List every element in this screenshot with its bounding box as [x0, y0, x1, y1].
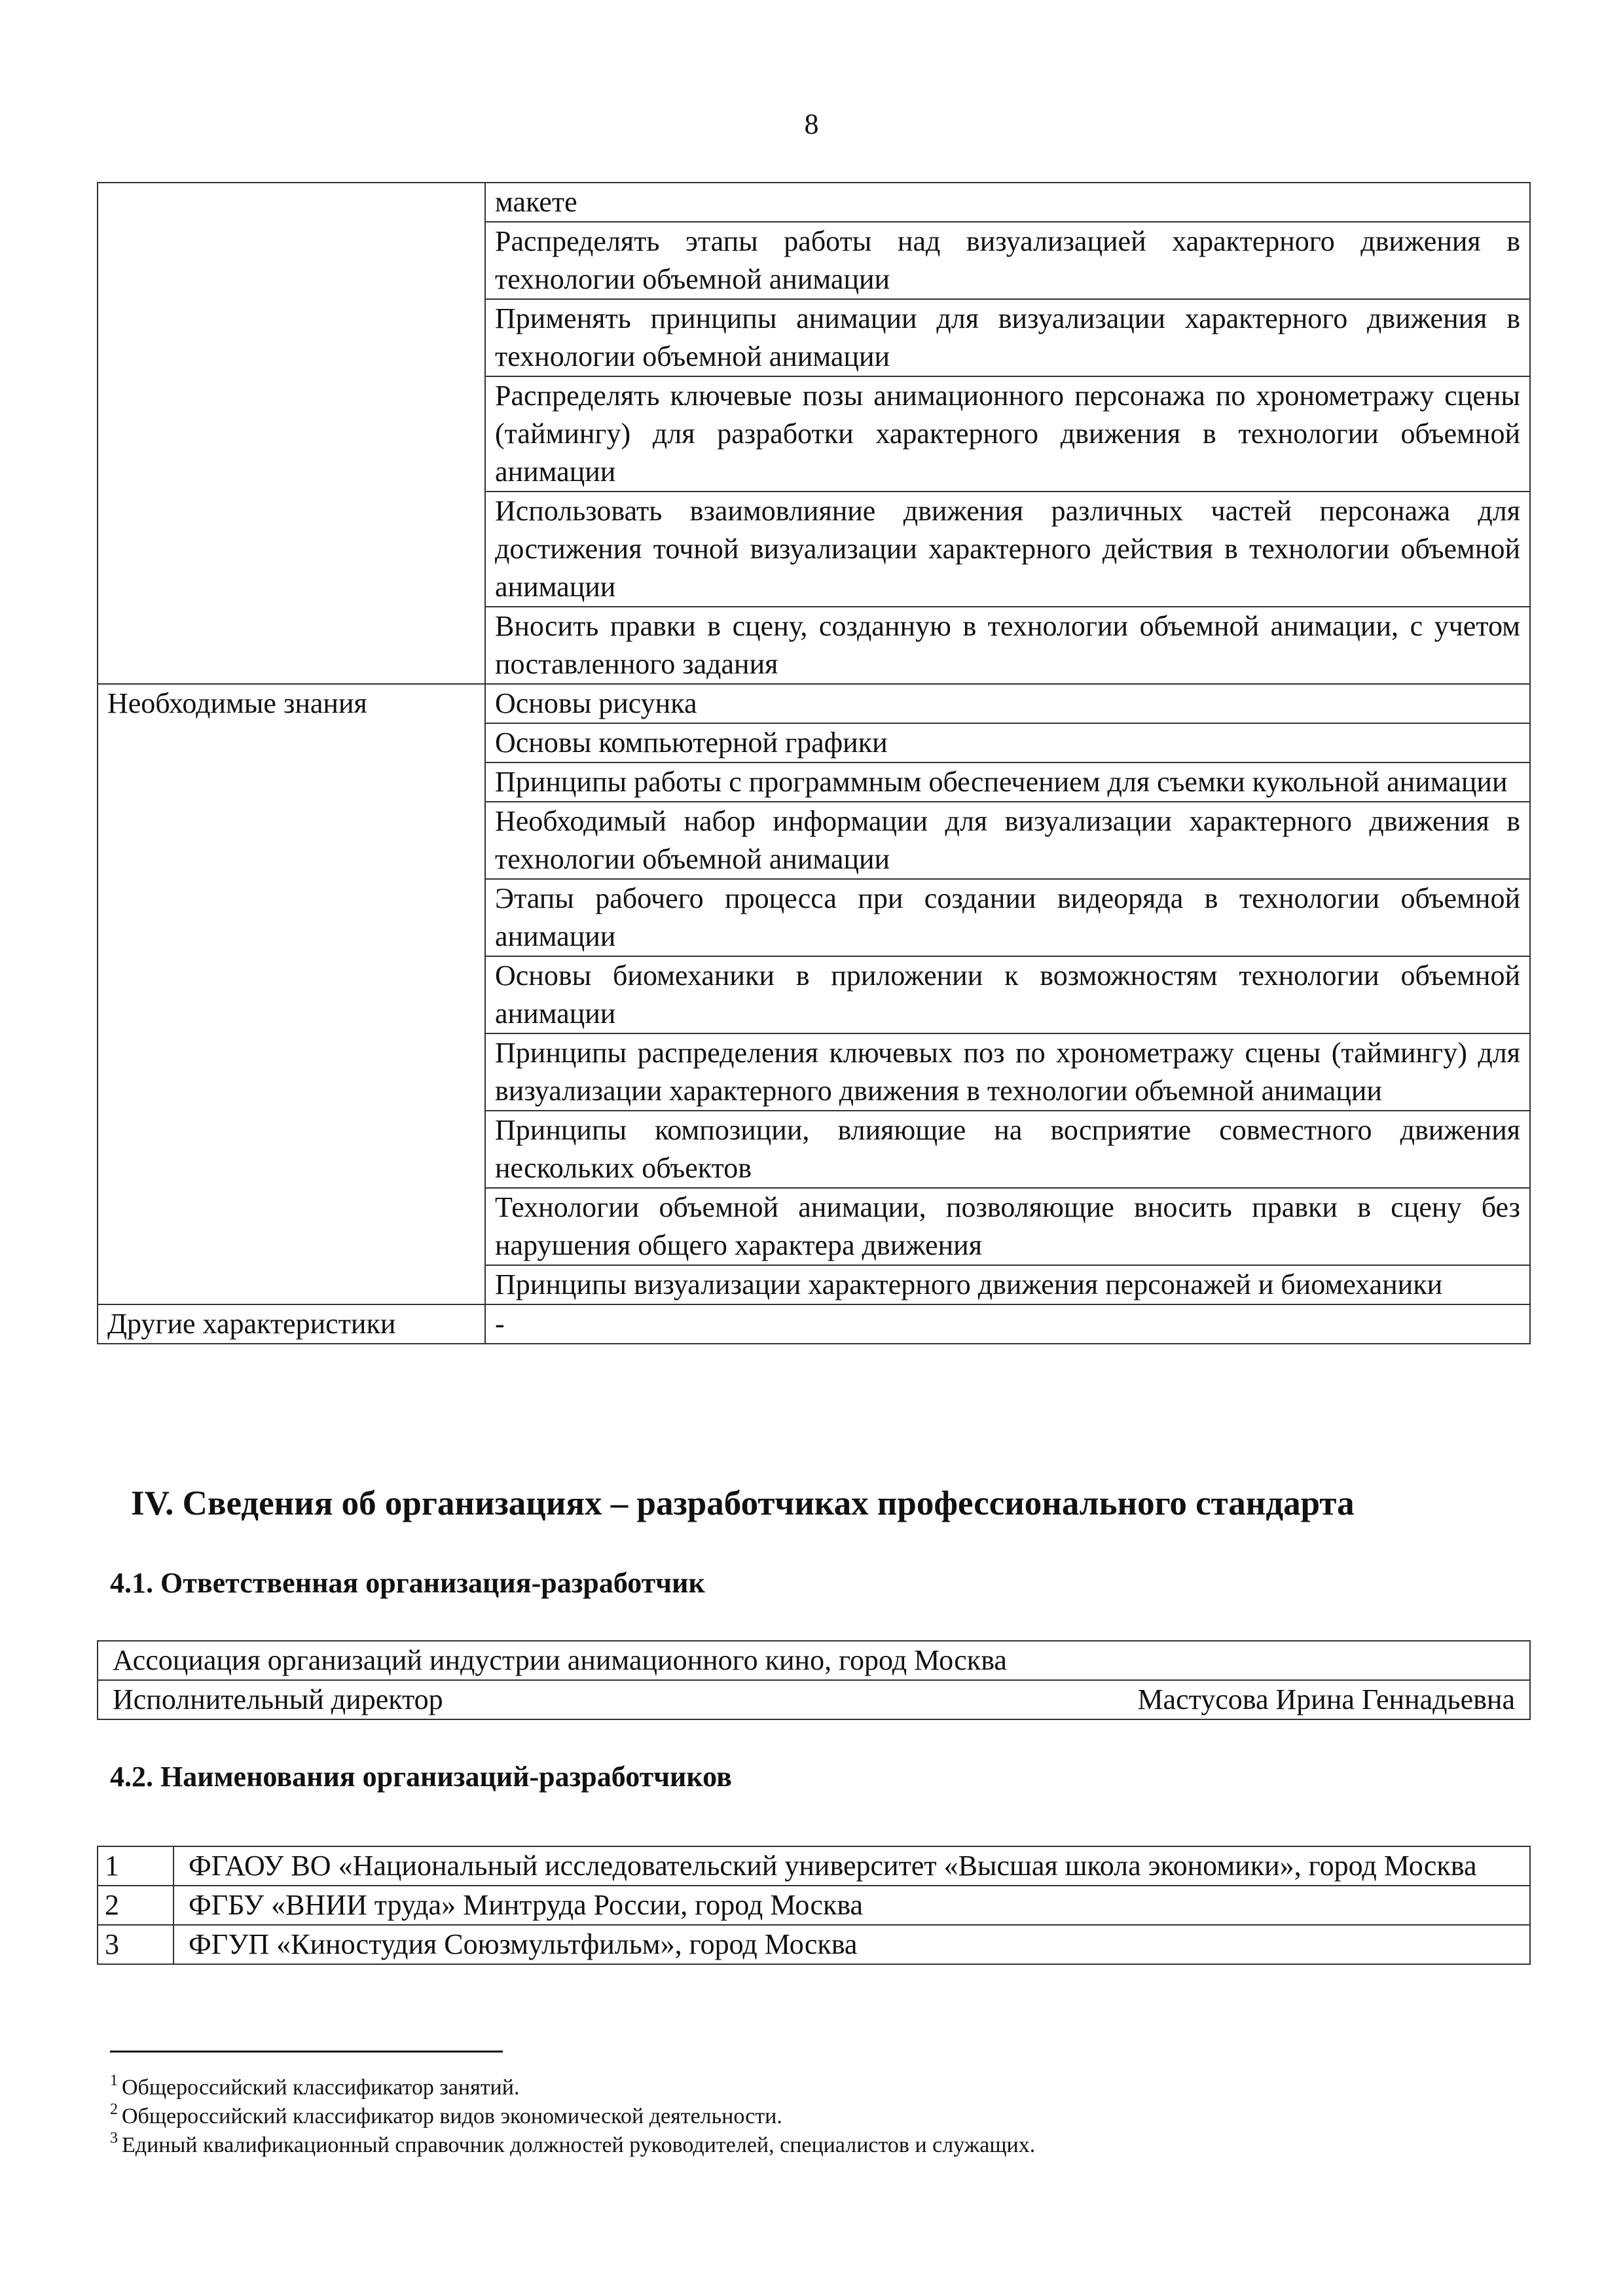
table-row [98, 802, 1530, 879]
row-label [98, 492, 485, 607]
responsible-org-table [97, 1640, 1531, 1720]
row-label [98, 879, 485, 956]
row-label [98, 1111, 485, 1188]
footnote-mark: 3 [110, 2130, 118, 2147]
row-text: Принципы работы с программным обеспечением для съемки кукольной анимации [485, 762, 1530, 802]
table-row [98, 183, 1530, 222]
row-label-knowledge: Необходимые знания [98, 684, 485, 723]
responsible-org-name: Ассоциация организаций индустрии анимационного кино, город Москва [98, 1641, 1530, 1680]
table-row [98, 1846, 1530, 1886]
table-row [98, 762, 1530, 802]
row-label [98, 1033, 485, 1111]
row-label [98, 762, 485, 802]
director-position: Исполнительный директор [113, 1683, 443, 1715]
row-text: Распределять этапы работы над визуализацией характерного движения в технологии объемной анимации [485, 222, 1530, 299]
footnote-divider [110, 2051, 503, 2053]
footnotes [110, 2073, 1035, 2160]
page-number: 8 [804, 108, 819, 140]
footnote-mark: 2 [110, 2101, 118, 2118]
org-number: 2 [98, 1886, 173, 1925]
footnote [110, 2102, 1035, 2131]
table-row [98, 956, 1530, 1033]
row-label [98, 222, 485, 299]
section-heading: IV. Сведения об организациях – разработчиках профессионального стандарта [131, 1484, 1355, 1522]
developer-orgs-table [97, 1846, 1531, 1965]
row-label [98, 802, 485, 879]
org-name: ФГУП «Киностудия Союзмультфильм», город Москва [173, 1925, 1530, 1964]
table-row [98, 1033, 1530, 1111]
table-row [98, 1641, 1530, 1680]
row-text: Принципы визуализации характерного движения персонажей и биомеханики [485, 1265, 1530, 1304]
row-text: Основы компьютерной графики [485, 723, 1530, 762]
org-name: ФГБУ «ВНИИ труда» Минтруда России, город Москва [173, 1886, 1530, 1925]
table-row [98, 492, 1530, 607]
footnote-text: Общероссийский классификатор видов экономической деятельности. [122, 2104, 782, 2128]
footnote-text: Единый квалификационный справочник должностей руководителей, специалистов и служащих. [122, 2133, 1036, 2157]
table-row [98, 684, 1530, 723]
org-number: 1 [98, 1846, 173, 1886]
row-label [98, 1188, 485, 1265]
row-label [98, 183, 485, 222]
org-name: ФГАОУ ВО «Национальный исследовательский университет «Высшая школа экономики», город Москва [173, 1846, 1530, 1886]
row-text: Принципы распределения ключевых поз по хронометражу сцены (таймингу) для визуализации характерного движения в технологии объемной анимации [485, 1033, 1530, 1111]
row-label [98, 607, 485, 684]
table-row [98, 1304, 1530, 1344]
table-row [98, 299, 1530, 376]
table-row [98, 723, 1530, 762]
row-text: - [485, 1304, 1530, 1344]
row-text: Необходимый набор информации для визуализации характерного движения в технологии объемной анимации [485, 802, 1530, 879]
org-number: 3 [98, 1925, 173, 1964]
row-text: Основы рисунка [485, 684, 1530, 723]
director-row [113, 1681, 1515, 1719]
table-row [98, 1111, 1530, 1188]
row-label [98, 299, 485, 376]
row-text: Этапы рабочего процесса при создании видеоряда в технологии объемной анимации [485, 879, 1530, 956]
row-text: Принципы композиции, влияющие на восприятие совместного движения нескольких объектов [485, 1111, 1530, 1188]
responsible-org-heading: 4.1. Ответственная организация-разработчик [110, 1567, 705, 1599]
skills-knowledge-table [97, 182, 1531, 1344]
row-text: Применять принципы анимации для визуализации характерного движения в технологии объемной анимации [485, 299, 1530, 376]
developer-orgs-heading: 4.2. Наименования организаций-разработчиков [110, 1761, 732, 1793]
table-row [98, 1265, 1530, 1304]
table-row [98, 1188, 1530, 1265]
table-row [98, 607, 1530, 684]
row-label [98, 376, 485, 492]
table-row [98, 222, 1530, 299]
row-text: Распределять ключевые позы анимационного персонажа по хронометражу сцены (таймингу) для разработки характерного движения в технологии объемной анимации [485, 376, 1530, 492]
row-label-other: Другие характеристики [98, 1304, 485, 1344]
row-label [98, 723, 485, 762]
responsible-director-cell [98, 1680, 1530, 1719]
footnote-mark: 1 [110, 2072, 118, 2089]
footnote [110, 2073, 1035, 2102]
row-text: Использовать взаимовлияние движения различных частей персонажа для достижения точной визуализации характерного действия в технологии объемной анимации [485, 492, 1530, 607]
row-text: Технологии объемной анимации, позволяющие вносить правки в сцену без нарушения общего характера движения [485, 1188, 1530, 1265]
table-row [98, 879, 1530, 956]
footnote [110, 2131, 1035, 2160]
row-text: Основы биомеханики в приложении к возможностям технологии объемной анимации [485, 956, 1530, 1033]
row-label [98, 1265, 485, 1304]
table-row [98, 376, 1530, 492]
table-row [98, 1680, 1530, 1719]
footnote-text: Общероссийский классификатор занятий. [122, 2075, 520, 2100]
director-name: Мастусова Ирина Геннадьевна [1137, 1683, 1515, 1715]
table-row [98, 1886, 1530, 1925]
table-row [98, 1925, 1530, 1964]
row-text: Вносить правки в сцену, созданную в технологии объемной анимации, с учетом поставленного задания [485, 607, 1530, 684]
row-text: макете [485, 183, 1530, 222]
row-label [98, 956, 485, 1033]
